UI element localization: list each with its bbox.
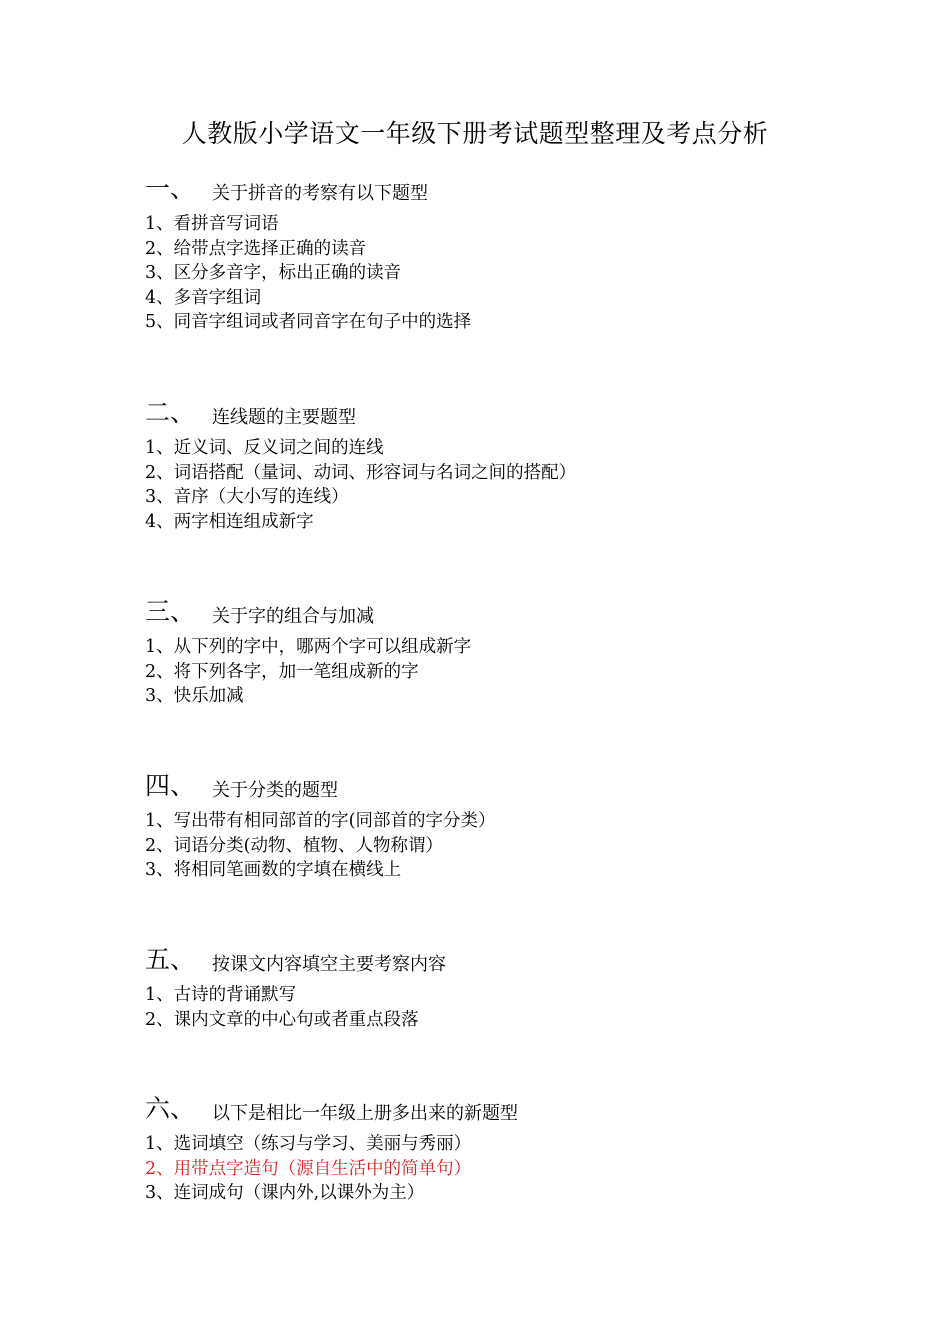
section-heading bbox=[145, 174, 845, 210]
section-number: 一、 bbox=[145, 174, 196, 203]
section-heading bbox=[145, 945, 845, 981]
list-item: 1、选词填空（练习与学习、美丽与秀丽） bbox=[145, 1134, 472, 1154]
list-item: 3、快乐加减 bbox=[145, 686, 244, 706]
section-title: 按课文内容填空主要考察内容 bbox=[212, 954, 446, 975]
item-list bbox=[145, 809, 845, 883]
list-item: 1、写出带有相同部首的字(同部首的字分类） bbox=[145, 811, 496, 831]
document-title: 人教版小学语文一年级下册考试题型整理及考点分析 bbox=[181, 119, 769, 148]
section-heading bbox=[145, 771, 845, 807]
list-item: 2、词语分类(动物、植物、人物称谓） bbox=[145, 835, 443, 856]
section-3 bbox=[145, 597, 845, 709]
list-item: 3、连词成句（课内外,以课外为主） bbox=[145, 1183, 425, 1203]
item-list bbox=[145, 436, 845, 534]
list-item: 3、音序（大小写的连线） bbox=[145, 487, 349, 507]
list-item: 1、看拼音写词语 bbox=[145, 214, 279, 234]
section-5 bbox=[145, 945, 845, 1032]
section-title: 以下是相比一年级上册多出来的新题型 bbox=[212, 1103, 518, 1124]
item-list bbox=[145, 1132, 845, 1206]
item-list bbox=[145, 635, 845, 709]
list-item: 5、同音字组词或者同音字在句子中的选择 bbox=[145, 312, 472, 332]
section-number: 二、 bbox=[145, 398, 196, 427]
section-1 bbox=[145, 174, 845, 335]
section-2 bbox=[145, 398, 845, 534]
list-item: 4、两字相连组成新字 bbox=[145, 511, 314, 532]
section-heading bbox=[145, 1094, 845, 1130]
list-item-highlighted: 2、用带点字造句（源自生活中的简单句） bbox=[145, 1158, 472, 1179]
list-item: 3、将相同笔画数的字填在横线上 bbox=[145, 860, 402, 880]
list-item: 2、词语搭配（量词、动词、形容词与名词之间的搭配） bbox=[145, 462, 577, 483]
section-number: 五、 bbox=[145, 945, 196, 974]
section-number: 六、 bbox=[145, 1094, 196, 1123]
section-6 bbox=[145, 1094, 845, 1206]
list-item: 1、古诗的背诵默写 bbox=[145, 985, 297, 1005]
list-item: 4、多音字组词 bbox=[145, 287, 262, 308]
list-item: 2、给带点字选择正确的读音 bbox=[145, 238, 367, 259]
section-heading bbox=[145, 597, 845, 633]
item-list bbox=[145, 983, 845, 1032]
list-item: 2、将下列各字，加一笔组成新的字 bbox=[145, 661, 419, 682]
section-4 bbox=[145, 771, 845, 883]
section-heading bbox=[145, 398, 845, 434]
list-item: 3、区分多音字，标出正确的读音 bbox=[145, 263, 402, 283]
section-number: 四、 bbox=[145, 771, 196, 800]
section-title: 关于分类的题型 bbox=[212, 780, 338, 801]
list-item: 1、从下列的字中，哪两个字可以组成新字 bbox=[145, 637, 472, 657]
item-list bbox=[145, 212, 845, 335]
section-title: 关于字的组合与加减 bbox=[212, 606, 374, 627]
section-title: 连线题的主要题型 bbox=[212, 407, 356, 428]
section-title: 关于拼音的考察有以下题型 bbox=[212, 183, 428, 204]
list-item: 2、课内文章的中心句或者重点段落 bbox=[145, 1009, 419, 1030]
section-number: 三、 bbox=[145, 597, 196, 626]
list-item: 1、近义词、反义词之间的连线 bbox=[145, 438, 384, 458]
